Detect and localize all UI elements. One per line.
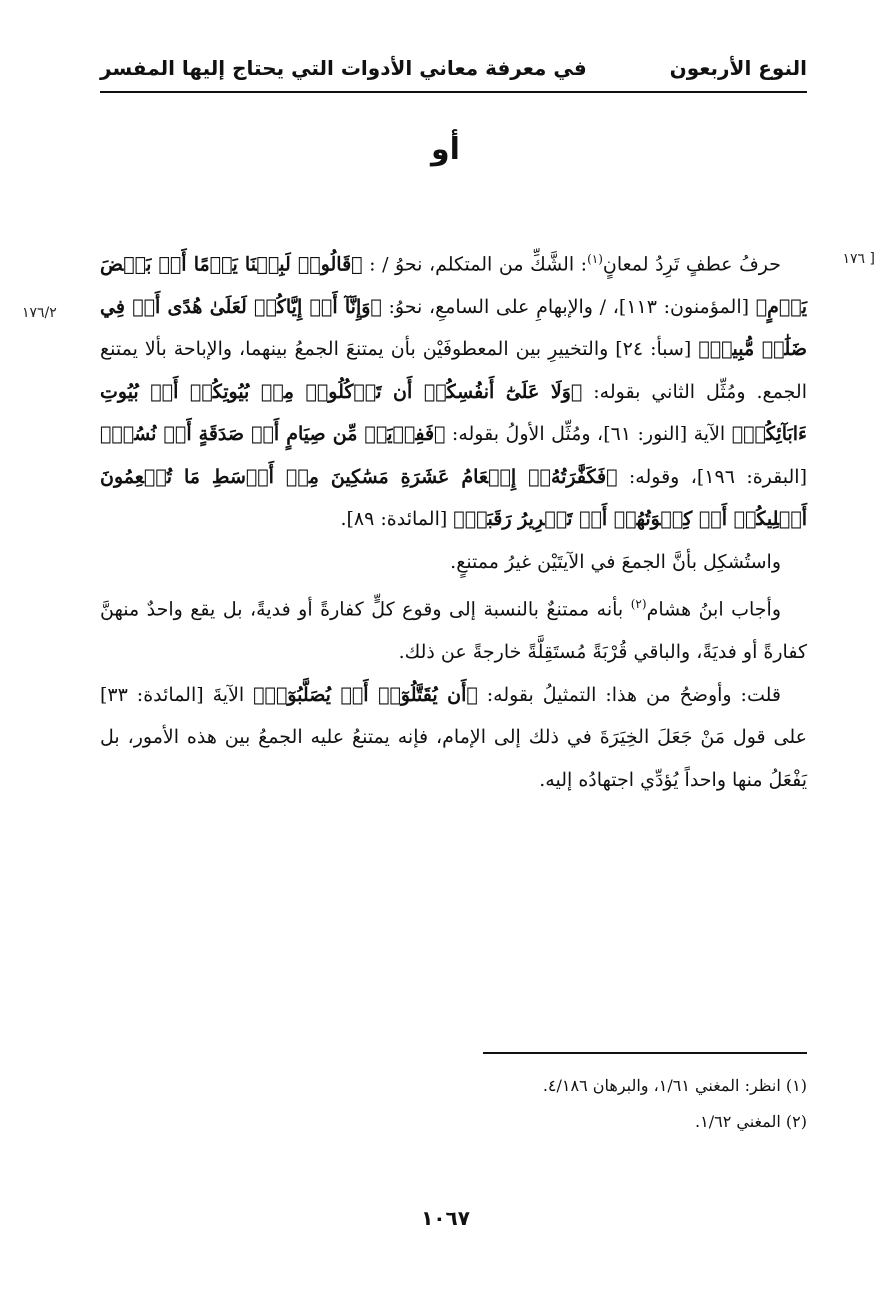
footnote-marker-2: (٢) <box>630 597 647 612</box>
quran-verse: ﴿فَفِدۡيَةٞ مِّن صِيَامٍ أَوۡ صَدَقَةٍ أَوۡ نُسُكٖ﴾ <box>100 423 446 446</box>
quran-verse: ﴿فَكَفَّٰرَتُهُۥٓ إِطۡعَامُ عَشَرَةِ مَسَٰكِينَ مِنۡ أَوۡسَطِ مَا تُطۡعِمُونَ أَهۡلِيكُمۡ أَوۡ كِسۡوَتُهُمۡ أَوۡ تَحۡرِيرُ رَقَبَةٖ﴾ <box>100 465 807 531</box>
paragraph-2 <box>100 541 807 584</box>
paragraph-text: قلت: وأوضحُ من هذا: التمثيلُ بقوله: <box>477 683 781 706</box>
section-title: أو <box>431 132 460 167</box>
header-section-title: في معرفة معاني الأدوات التي يحتاج إليها المفسر <box>100 56 587 80</box>
footnote-separator <box>483 1052 807 1054</box>
margin-reference-2: ١٧٦/٢ <box>22 305 57 321</box>
paragraph-text: بأنه ممتنعٌ بالنسبة إلى وقوع كلٍّ كفارةً أو فديةً، بل يقع واحدٌ منهنَّ كفارةً أو فديَةً، والباقي قُرْبَةً مُستَقِلَّةً خارجةً عن ذلك. <box>100 598 807 664</box>
paragraph-text: الآيةَ [المائدة: ٣٣] على قول مَنْ جَعَلَ الخِيَرَةَ في ذلك إلى الإمام، فإنه يمتنعُ عليه الجمعُ بين هذه الأمور، بل يَفْعَلُ منها واحداً يُؤدِّي اجتهادُه إليه. <box>100 683 807 791</box>
quran-verse: ﴿قَالُوا۟ لَبِثۡنَا يَوۡمًا أَوۡ بَعۡضَ يَوۡمٍ﴾ <box>100 253 807 318</box>
paragraph-text: : الشَّكِّ من المتكلم، نحوُ / : <box>362 253 588 276</box>
paragraph-3 <box>100 583 807 673</box>
page-number: ١٠٦٧ <box>421 1206 470 1230</box>
quran-verse: ﴿أَن يُقَتَّلُوٓا۟ أَوۡ يُصَلَّبُوٓا۟﴾ <box>253 683 478 706</box>
footnote-1: (١) انظر: المغني ١/٦١، والبرهان ٤/١٨٦. <box>542 1076 807 1095</box>
body-text <box>100 238 807 801</box>
quran-verse: ﴿وَإِنَّآ أَوۡ إِيَّاكُمۡ لَعَلَىٰ هُدًى أَوۡ فِي ضَلَٰلٖ مُّبِينٖ﴾ <box>100 295 807 361</box>
paragraph-text: حرفُ عطفٍ تَرِدُ لمعانٍ <box>602 253 781 276</box>
paragraph-text: وأجاب ابنُ هشام <box>646 598 781 621</box>
paragraph-text: [سبأ: ٢٤] والتخييرِ بين المعطوفَيْن بأن يمتنعَ الجمعُ بينهما، والإباحة بألا يمتنع الجمع. ومُثِّل الثاني بقوله: <box>100 338 807 403</box>
paragraph-text: واستُشكِل بأنَّ الجمعَ في الآيتَيْن غيرُ ممتنعٍ. <box>450 550 781 573</box>
footnote-marker-1: (١) <box>587 252 603 266</box>
running-header <box>100 50 807 86</box>
paragraph-1 <box>100 238 807 541</box>
header-chapter-title: النوع الأربعون <box>669 56 807 80</box>
paragraph-text: [البقرة: ١٩٦]، وقوله: <box>617 465 807 488</box>
paragraph-text: [المائدة: ٨٩]. <box>340 508 454 531</box>
margin-reference-1: [ ١٧٦ <box>842 251 875 267</box>
quran-verse: ﴿وَلَا عَلَىٰٓ أَنفُسِكُمۡ أَن تَأۡكُلُوا۟ مِنۢ بُيُوتِكُمۡ أَوۡ بُيُوتِ ءَابَآئِكُمۡ﴾ <box>100 380 807 446</box>
paragraph-text: [المؤمنون: ١١٣]، / والإبهامِ على السامعِ، نحوُ: <box>381 295 756 318</box>
paragraph-4 <box>100 674 807 802</box>
paragraph-text: الآية [النور: ٦١]، ومُثِّل الأولُ بقوله: <box>445 423 732 446</box>
footnotes <box>100 1068 807 1140</box>
header-rule <box>100 91 807 93</box>
footnote-2: (٢) المغني ١/٦٢. <box>695 1112 807 1131</box>
